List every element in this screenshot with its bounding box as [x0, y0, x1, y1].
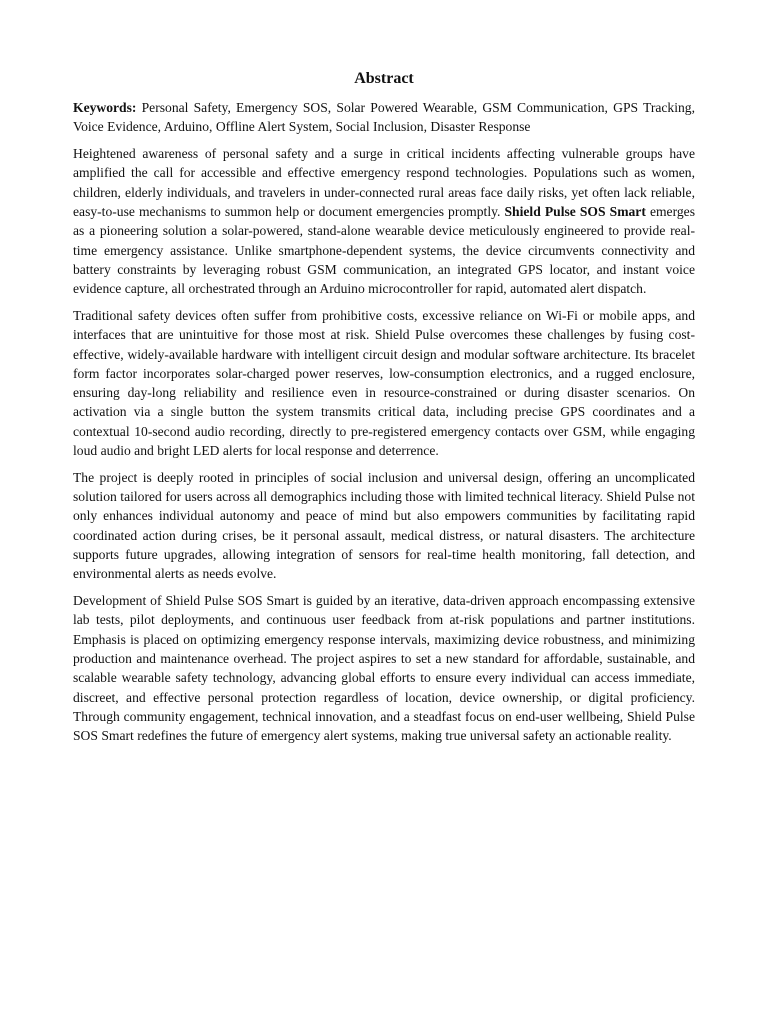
- abstract-paragraph-3: The project is deeply rooted in principles of social inclusion and universal design, offering an uncomplicated solution tailored for users across all demographics including those with limited technical literacy. Shield Pulse not only enhances individual autonomy and peace of mind but also empowers communities by facilitating rapid coordinated action during crises, be it personal assault, medical distress, or natural disasters. The architecture supports future upgrades, allowing integration of sensors for real-time health monitoring, fall detection, and environmental alerts as needs evolve.: [73, 469, 695, 582]
- keywords-paragraph: [73, 98, 695, 137]
- document-page: [73, 68, 695, 753]
- paragraph-1-text-after: emerges as a pioneering solution a solar-powered, stand-alone wearable device meticulously engineered to provide real-time emergency assistance. Unlike smartphone-dependent systems, the device circumvents connectivity and battery constraints by leveraging robust GSM communication, an integrated GPS locator, and instant voice evidence capture, all orchestrated through an Arduino microcontroller for rapid, automated alert dispatch.: [73, 203, 695, 297]
- abstract-paragraph-4: Development of Shield Pulse SOS Smart is guided by an iterative, data-driven approach encompassing extensive lab tests, pilot deployments, and continuous user feedback from at-risk populations and partner institutions. Emphasis is placed on optimizing emergency response intervals, maximizing device robustness, and minimizing production and maintenance overhead. The project aspires to set a new standard for affordable, sustainable, and scalable wearable safety technology, advancing global efforts to ensure every individual can access immediate, discreet, and effective personal protection regardless of location, device ownership, or digital proficiency. Through community engagement, technical innovation, and a steadfast focus on end-user wellbeing, Shield Pulse SOS Smart redefines the future of emergency alert systems, making true universal safety an actionable reality.: [73, 593, 695, 744]
- keywords-text: Personal Safety, Emergency SOS, Solar Powered Wearable, GSM Communication, GPS Tracking, Voice Evidence, Arduino, Offline Alert System, Social Inclusion, Disaster Response: [73, 100, 695, 135]
- abstract-title: Abstract: [354, 70, 414, 87]
- abstract-paragraph-2: Traditional safety devices often suffer from prohibitive costs, excessive reliance on Wi-Fi or mobile apps, and interfaces that are unintuitive for those most at risk. Shield Pulse overcomes these challenges by fusing cost-effective, widely-available hardware with intelligent circuit design and modular software architecture. Its bracelet form factor incorporates solar-charged power reserves, low-consumption electronics, and a rugged enclosure, ensuring day-long reliability and resilience even in resource-constrained or during disaster scenarios. On activation via a single button the system transmits critical data, including precise GPS coordinates and a contextual 10-second audio recording, directly to pre-registered emergency contacts over GSM, while engaging loud audio and bright LED alerts for local response and deterrence.: [73, 307, 695, 459]
- keywords-label: Keywords:: [73, 100, 137, 115]
- paragraph-1-text-before: Heightened awareness of personal safety and a surge in critical incidents affecting vulnerable groups have amplified the call for accessible and effective emergency respond technologies. Populations such as women, children, elderly individuals, and travelers in under-connected rural areas face daily risks, yet often lack reliable, easy-to-use mechanisms to summon help or document emergencies promptly.: [73, 146, 695, 219]
- abstract-paragraph-1: [73, 144, 695, 298]
- product-name-bold: Shield Pulse SOS Smart: [504, 203, 646, 219]
